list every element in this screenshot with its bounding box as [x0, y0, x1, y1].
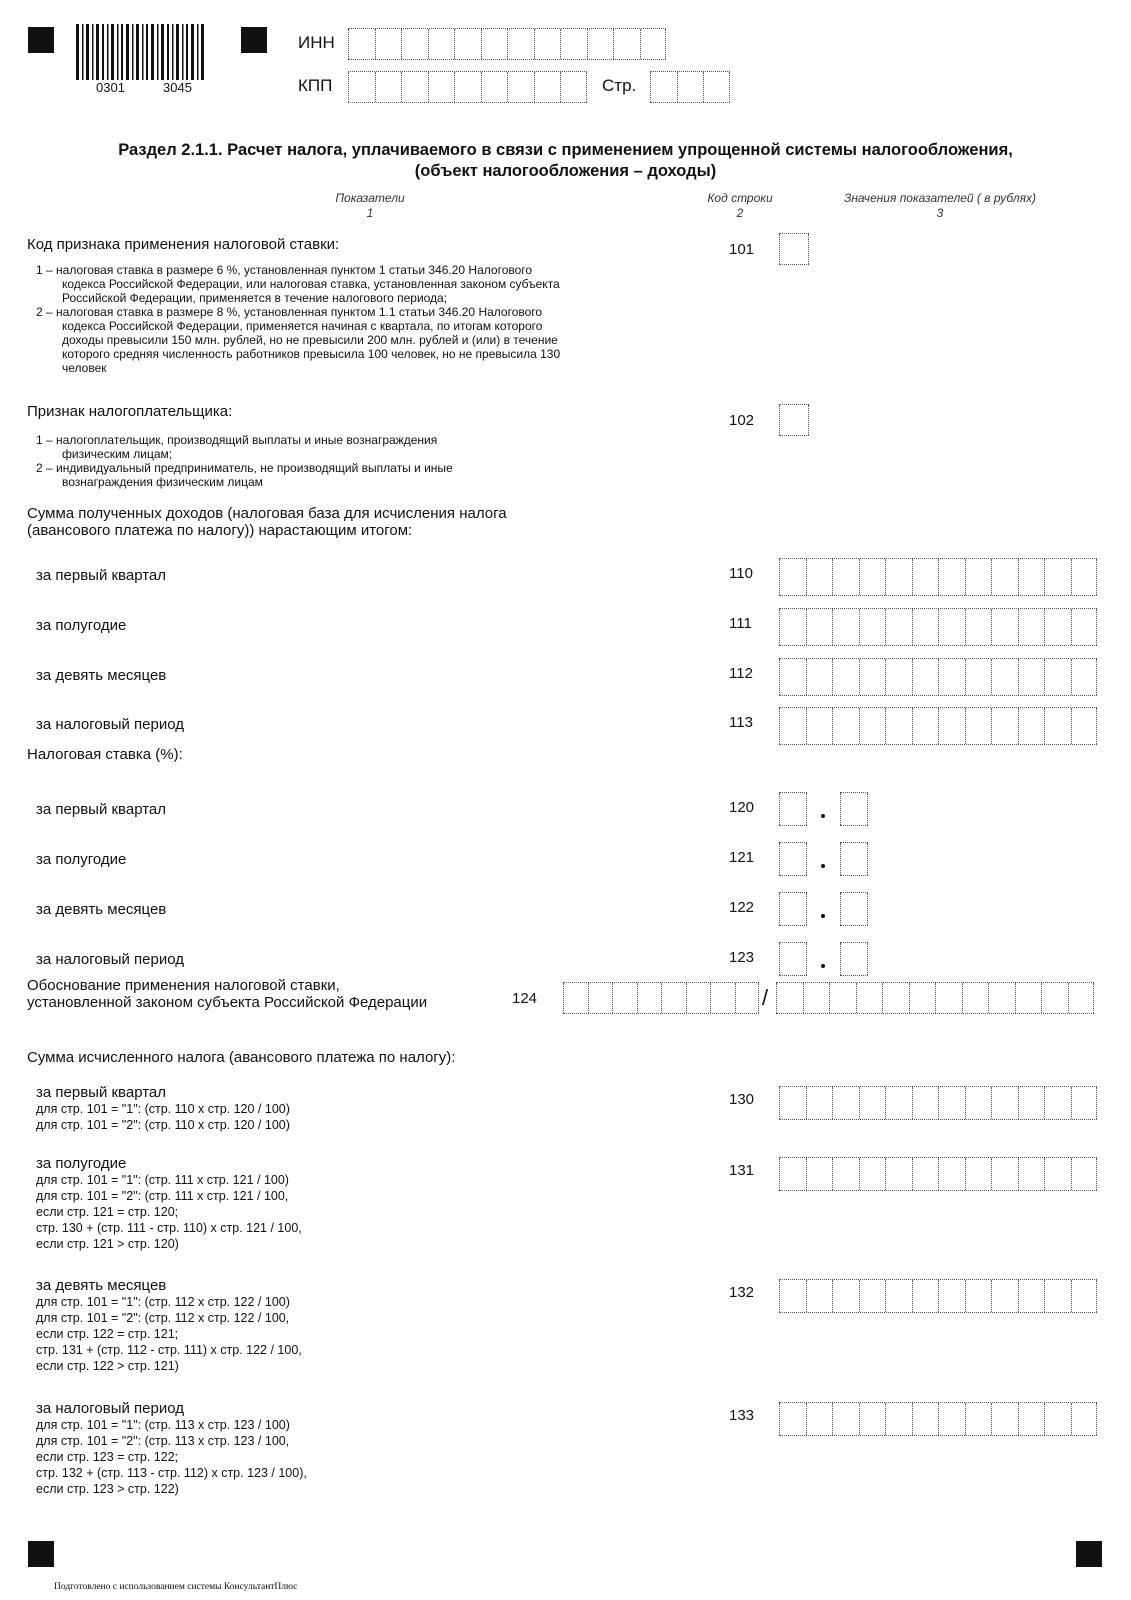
input-cell[interactable]: [1018, 1087, 1045, 1119]
input-cell[interactable]: [1071, 1158, 1098, 1190]
input-cell[interactable]: [401, 72, 428, 102]
sec101-item: Российской Федерации, применяется в течение налогового периода;: [62, 291, 448, 305]
sec110-title-line2: (авансового платежа по налогу)) нарастающим итогом:: [27, 522, 413, 539]
input-cell[interactable]: [1044, 1158, 1071, 1190]
sec120-row-code: 121: [729, 849, 755, 866]
sec101-item: 1 – налоговая ставка в размере 6 %, установленная пунктом 1 статьи 346.20 Налогового: [36, 263, 533, 277]
sec102-item: 2 – индивидуальный предприниматель, не производящий выплаты и иные: [36, 461, 453, 475]
barcode-number-left: 0301: [96, 80, 125, 95]
input-cell[interactable]: [779, 609, 806, 645]
input-cell[interactable]: [1018, 1158, 1045, 1190]
input-cell[interactable]: [912, 1280, 939, 1312]
input-cell[interactable]: [829, 983, 856, 1013]
sec101-title: Код признака применения налоговой ставки:: [27, 236, 340, 253]
input-cell[interactable]: [534, 72, 561, 102]
input-cell[interactable]: [806, 1403, 833, 1435]
sec130-row-formula: для стр. 101 = "1": (стр. 110 х стр. 120 / 100): [36, 1102, 290, 1116]
sec130-row-field[interactable]: [779, 1086, 1097, 1120]
section-title-line1: Раздел 2.1.1. Расчет налога, уплачиваемого в связи с применением упрощенной системы налогообложения,: [118, 141, 1013, 159]
sec102-item: 1 – налогоплательщик, производящий выплаты и иные вознаграждения: [36, 433, 438, 447]
input-cell[interactable]: [428, 72, 455, 102]
barcode-icon: [74, 24, 224, 80]
col-header-indicators: Показатели: [335, 191, 405, 205]
input-cell[interactable]: [840, 943, 868, 975]
input-cell[interactable]: [912, 1087, 939, 1119]
input-cell[interactable]: [991, 659, 1018, 695]
input-cell[interactable]: [885, 659, 912, 695]
input-cell[interactable]: [587, 29, 614, 59]
input-cell[interactable]: [348, 29, 375, 59]
input-cell[interactable]: [779, 559, 806, 595]
sec101-item: 2 – налоговая ставка в размере 8 %, установленная пунктом 1.1 статьи 346.20 Налогового: [36, 305, 543, 319]
sec101-code: 101: [729, 241, 755, 258]
sec120-row-field-frac[interactable]: [840, 892, 868, 926]
sec130-row-formula: если стр. 121 > стр. 120): [36, 1237, 179, 1251]
input-cell[interactable]: [507, 29, 534, 59]
input-cell[interactable]: [938, 609, 965, 645]
footer-text: Подготовлено с использованием системы КонсультантПлюс: [54, 1582, 298, 1592]
col-header-code: Код строки: [707, 191, 773, 205]
input-cell[interactable]: [1044, 1403, 1071, 1435]
input-cell[interactable]: [832, 1087, 859, 1119]
input-cell[interactable]: [962, 983, 989, 1013]
sec130-row-formula: стр. 132 + (стр. 113 - стр. 112) х стр. 123 / 100),: [36, 1466, 307, 1480]
sec130-row-label: за девять месяцев: [36, 1277, 167, 1294]
input-cell[interactable]: [1044, 1280, 1071, 1312]
sec110-row-label: за налоговый период: [36, 716, 185, 733]
sec130-row-formula: для стр. 101 = "2": (стр. 113 х стр. 123 / 100,: [36, 1434, 290, 1448]
input-cell[interactable]: [1018, 659, 1045, 695]
input-cell[interactable]: [348, 72, 375, 102]
input-cell[interactable]: [640, 29, 667, 59]
input-cell[interactable]: [1071, 1280, 1098, 1312]
barcode-number-right: 3045: [163, 80, 192, 95]
sec124-slash: /: [762, 985, 769, 1010]
input-cell[interactable]: [806, 609, 833, 645]
sec120-row-field-frac[interactable]: [840, 792, 868, 826]
input-cell[interactable]: [912, 708, 939, 744]
input-cell[interactable]: [428, 29, 455, 59]
sec130-row-field[interactable]: [779, 1279, 1097, 1313]
input-cell[interactable]: [991, 559, 1018, 595]
input-cell[interactable]: [806, 1087, 833, 1119]
input-cell[interactable]: [832, 659, 859, 695]
sec130-row-label: за первый квартал: [36, 1084, 167, 1101]
sec120-row-label: за полугодие: [36, 851, 127, 868]
sec102-field[interactable]: [779, 404, 809, 436]
sec130-row-formula: для стр. 101 = "2": (стр. 111 х стр. 121 / 100,: [36, 1189, 289, 1203]
input-cell[interactable]: [885, 559, 912, 595]
input-cell[interactable]: [560, 72, 587, 102]
input-cell[interactable]: [779, 1403, 806, 1435]
input-cell[interactable]: [613, 29, 640, 59]
input-cell[interactable]: [991, 609, 1018, 645]
input-cell[interactable]: [1044, 708, 1071, 744]
input-cell[interactable]: [885, 609, 912, 645]
sec120-title: Налоговая ставка (%):: [27, 746, 183, 763]
input-cell[interactable]: [650, 72, 677, 102]
sec120-row-code: 122: [729, 899, 755, 916]
sec130-row-code: 130: [729, 1091, 755, 1108]
input-cell[interactable]: [912, 559, 939, 595]
sec110-row-code: 113: [729, 714, 753, 731]
input-cell[interactable]: [859, 659, 886, 695]
sec130-row-formula: если стр. 123 = стр. 122;: [36, 1450, 179, 1464]
input-cell[interactable]: [454, 29, 481, 59]
sec110-row-code: 111: [729, 615, 752, 632]
sec120-row-field-int[interactable]: [779, 842, 807, 876]
input-cell[interactable]: [1071, 708, 1098, 744]
sec101-field[interactable]: [779, 233, 809, 265]
input-cell[interactable]: [1044, 659, 1071, 695]
input-cell[interactable]: [938, 708, 965, 744]
input-cell[interactable]: [912, 609, 939, 645]
input-cell[interactable]: [1018, 559, 1045, 595]
input-cell[interactable]: [776, 983, 803, 1013]
input-cell[interactable]: [661, 983, 686, 1013]
input-cell[interactable]: [779, 659, 806, 695]
sec110-title-line1: Сумма полученных доходов (налоговая база для исчисления налога: [27, 505, 507, 522]
input-cell[interactable]: [859, 1403, 886, 1435]
sec124-field-part1[interactable]: [563, 982, 759, 1014]
input-cell[interactable]: [832, 559, 859, 595]
input-cell[interactable]: [401, 29, 428, 59]
input-cell[interactable]: [935, 983, 962, 1013]
input-cell[interactable]: [859, 1087, 886, 1119]
input-cell[interactable]: [938, 1158, 965, 1190]
input-cell[interactable]: [991, 1280, 1018, 1312]
corner-marker-bottom-right: [1076, 1541, 1102, 1567]
input-cell[interactable]: [965, 1403, 992, 1435]
input-cell[interactable]: [938, 1087, 965, 1119]
input-cell[interactable]: [938, 659, 965, 695]
input-cell[interactable]: [912, 1403, 939, 1435]
input-cell[interactable]: [965, 1158, 992, 1190]
input-cell[interactable]: [1018, 708, 1045, 744]
sec110-row-code: 112: [729, 665, 753, 682]
input-cell[interactable]: [965, 559, 992, 595]
sec130-row-code: 131: [729, 1162, 755, 1179]
input-cell[interactable]: [991, 1403, 1018, 1435]
input-cell[interactable]: [560, 29, 587, 59]
input-cell[interactable]: [1044, 559, 1071, 595]
input-cell[interactable]: [938, 1403, 965, 1435]
sec130-row-formula: для стр. 101 = "2": (стр. 110 х стр. 120 / 100): [36, 1118, 290, 1132]
input-cell[interactable]: [637, 983, 662, 1013]
input-cell[interactable]: [965, 1280, 992, 1312]
corner-marker-top-mid: [241, 27, 267, 53]
input-cell[interactable]: [703, 72, 730, 102]
input-cell[interactable]: [938, 559, 965, 595]
input-cell[interactable]: [832, 1403, 859, 1435]
input-cell[interactable]: [859, 559, 886, 595]
input-cell[interactable]: [965, 659, 992, 695]
sec130-row-formula: если стр. 122 = стр. 121;: [36, 1327, 179, 1341]
decimal-point: [821, 914, 825, 918]
input-cell[interactable]: [806, 1158, 833, 1190]
inn-field[interactable]: [348, 28, 666, 60]
sec101-item: которого средняя численность работников превысила 100 человек, но не превысила 130: [62, 347, 561, 361]
page-label: Стр.: [602, 76, 637, 95]
sec130-row-formula: стр. 130 + (стр. 111 - стр. 110) х стр. 121 / 100,: [36, 1221, 302, 1235]
input-cell[interactable]: [534, 29, 561, 59]
input-cell[interactable]: [885, 1158, 912, 1190]
input-cell[interactable]: [1018, 609, 1045, 645]
sec101-item: кодекса Российской Федерации, или налоговая ставка, установленная законом субъекта: [62, 277, 560, 291]
input-cell[interactable]: [1018, 1280, 1045, 1312]
sec130-row-formula: для стр. 101 = "1": (стр. 112 х стр. 122 / 100): [36, 1295, 290, 1309]
sec110-row-label: за девять месяцев: [36, 667, 167, 684]
input-cell[interactable]: [779, 1280, 806, 1312]
sec102-title: Признак налогоплательщика:: [27, 403, 233, 420]
sec130-row-formula: если стр. 123 > стр. 122): [36, 1482, 179, 1496]
input-cell[interactable]: [1071, 1403, 1098, 1435]
input-cell[interactable]: [779, 843, 807, 875]
sec120-row-label: за налоговый период: [36, 951, 185, 968]
input-cell[interactable]: [885, 1403, 912, 1435]
decimal-point: [821, 814, 825, 818]
col-header-values-num: 3: [936, 206, 944, 220]
input-cell[interactable]: [859, 708, 886, 744]
input-cell[interactable]: [563, 983, 588, 1013]
sec130-row-label: за полугодие: [36, 1155, 127, 1172]
sec110-row-field[interactable]: [779, 707, 1097, 745]
page-number-field[interactable]: [650, 71, 730, 103]
input-cell[interactable]: [779, 708, 806, 744]
input-cell[interactable]: [885, 1280, 912, 1312]
input-cell[interactable]: [912, 659, 939, 695]
kpp-field[interactable]: [348, 71, 587, 103]
corner-marker-bottom-left: [28, 1541, 54, 1567]
input-cell[interactable]: [840, 843, 868, 875]
sec120-row-code: 123: [729, 949, 755, 966]
input-cell[interactable]: [832, 1158, 859, 1190]
sec120-row-field-int[interactable]: [779, 792, 807, 826]
input-cell[interactable]: [988, 983, 1015, 1013]
input-cell[interactable]: [856, 983, 883, 1013]
sec130-row-formula: стр. 131 + (стр. 112 - стр. 111) х стр. 122 / 100,: [36, 1343, 302, 1357]
sec110-row-label: за полугодие: [36, 617, 127, 634]
input-cell[interactable]: [779, 1087, 806, 1119]
sec130-row-code: 132: [729, 1284, 755, 1301]
sec101-item: человек: [62, 361, 107, 375]
sec130-row-field[interactable]: [779, 1157, 1097, 1191]
sec110-row-field[interactable]: [779, 558, 1097, 596]
input-cell[interactable]: [965, 1087, 992, 1119]
decimal-point: [821, 864, 825, 868]
kpp-label: КПП: [298, 76, 333, 95]
input-cell[interactable]: [1071, 659, 1098, 695]
sec130-title: Сумма исчисленного налога (авансового платежа по налогу):: [27, 1049, 456, 1066]
sec130-row-formula: для стр. 101 = "2": (стр. 112 х стр. 122 / 100,: [36, 1311, 290, 1325]
input-cell[interactable]: [938, 1280, 965, 1312]
input-cell[interactable]: [806, 1280, 833, 1312]
input-cell[interactable]: [840, 893, 868, 925]
sec110-row-code: 110: [729, 565, 753, 582]
input-cell[interactable]: [885, 1087, 912, 1119]
input-cell[interactable]: [481, 72, 508, 102]
input-cell[interactable]: [454, 72, 481, 102]
sec101-item: кодекса Российской Федерации, применяется начиная с квартала, по итогам которого: [62, 319, 543, 333]
col-header-values: Значения показателей ( в рублях): [843, 191, 1037, 205]
sec130-row-code: 133: [729, 1407, 755, 1424]
sec124-label-line1: Обоснование применения налоговой ставки,: [27, 977, 340, 994]
input-cell[interactable]: [779, 943, 807, 975]
input-cell[interactable]: [885, 708, 912, 744]
input-cell[interactable]: [1044, 1087, 1071, 1119]
input-cell[interactable]: [965, 708, 992, 744]
sec130-row-field[interactable]: [779, 1402, 1097, 1436]
sec130-row-formula: для стр. 101 = "1": (стр. 111 х стр. 121 / 100): [36, 1173, 289, 1187]
sec130-row-formula: если стр. 122 > стр. 121): [36, 1359, 179, 1373]
input-cell[interactable]: [806, 659, 833, 695]
sec102-item: физическим лицам;: [62, 447, 173, 461]
input-cell[interactable]: [779, 893, 807, 925]
input-cell[interactable]: [1044, 609, 1071, 645]
input-cell[interactable]: [991, 1158, 1018, 1190]
sec120-row-label: за первый квартал: [36, 801, 167, 818]
sec120-row-field-int[interactable]: [779, 942, 807, 976]
sec120-row-code: 120: [729, 799, 755, 816]
input-cell[interactable]: [507, 72, 534, 102]
sec101-item: доходы превысили 150 млн. рублей, но не превысили 200 млн. рублей и (или) в течение: [62, 333, 558, 347]
sec124-code: 124: [512, 990, 538, 1007]
input-cell[interactable]: [806, 559, 833, 595]
input-cell[interactable]: [859, 1158, 886, 1190]
sec102-item: вознаграждения физическим лицам: [62, 475, 263, 489]
sec130-row-label: за налоговый период: [36, 1400, 185, 1417]
sec110-row-label: за первый квартал: [36, 567, 167, 584]
input-cell[interactable]: [859, 1280, 886, 1312]
sec120-row-field-int[interactable]: [779, 892, 807, 926]
input-cell[interactable]: [832, 609, 859, 645]
input-cell[interactable]: [882, 983, 909, 1013]
sec110-row-field[interactable]: [779, 658, 1097, 696]
input-cell[interactable]: [832, 1280, 859, 1312]
input-cell[interactable]: [375, 72, 402, 102]
input-cell[interactable]: [779, 793, 807, 825]
input-cell[interactable]: [832, 708, 859, 744]
input-cell[interactable]: [1018, 1403, 1045, 1435]
input-cell[interactable]: [612, 983, 637, 1013]
input-cell[interactable]: [710, 983, 735, 1013]
input-cell[interactable]: [735, 983, 760, 1013]
input-cell[interactable]: [1068, 983, 1095, 1013]
sec120-row-field-frac[interactable]: [840, 842, 868, 876]
sec130-row-formula: если стр. 121 = стр. 120;: [36, 1205, 179, 1219]
sec102-code: 102: [729, 412, 755, 429]
input-cell[interactable]: [686, 983, 711, 1013]
input-cell[interactable]: [1015, 983, 1042, 1013]
input-cell[interactable]: [806, 708, 833, 744]
section-title-line2: (объект налогообложения – доходы): [414, 162, 717, 180]
input-cell[interactable]: [1041, 983, 1068, 1013]
input-cell[interactable]: [1071, 559, 1098, 595]
col-header-code-num: 2: [736, 206, 744, 220]
input-cell[interactable]: [588, 983, 613, 1013]
inn-label: ИНН: [298, 33, 335, 52]
input-cell[interactable]: [481, 29, 508, 59]
decimal-point: [821, 964, 825, 968]
input-cell[interactable]: [859, 609, 886, 645]
col-header-indicators-num: 1: [366, 206, 374, 220]
input-cell[interactable]: [1071, 1087, 1098, 1119]
input-cell[interactable]: [991, 1087, 1018, 1119]
sec120-row-field-frac[interactable]: [840, 942, 868, 976]
input-cell[interactable]: [803, 983, 830, 1013]
input-cell[interactable]: [991, 708, 1018, 744]
input-cell[interactable]: [965, 609, 992, 645]
sec124-label-line2: установленной законом субъекта Российской Федерации: [27, 994, 428, 1011]
sec124-field-part2[interactable]: [776, 982, 1094, 1014]
corner-marker-top-left: [28, 27, 54, 53]
input-cell[interactable]: [375, 29, 402, 59]
input-cell[interactable]: [1071, 609, 1098, 645]
input-cell[interactable]: [779, 1158, 806, 1190]
sec130-row-formula: для стр. 101 = "1": (стр. 113 х стр. 123 / 100): [36, 1418, 290, 1432]
input-cell[interactable]: [677, 72, 704, 102]
input-cell[interactable]: [912, 1158, 939, 1190]
sec120-row-label: за девять месяцев: [36, 901, 167, 918]
input-cell[interactable]: [840, 793, 868, 825]
input-cell[interactable]: [909, 983, 936, 1013]
sec110-row-field[interactable]: [779, 608, 1097, 646]
